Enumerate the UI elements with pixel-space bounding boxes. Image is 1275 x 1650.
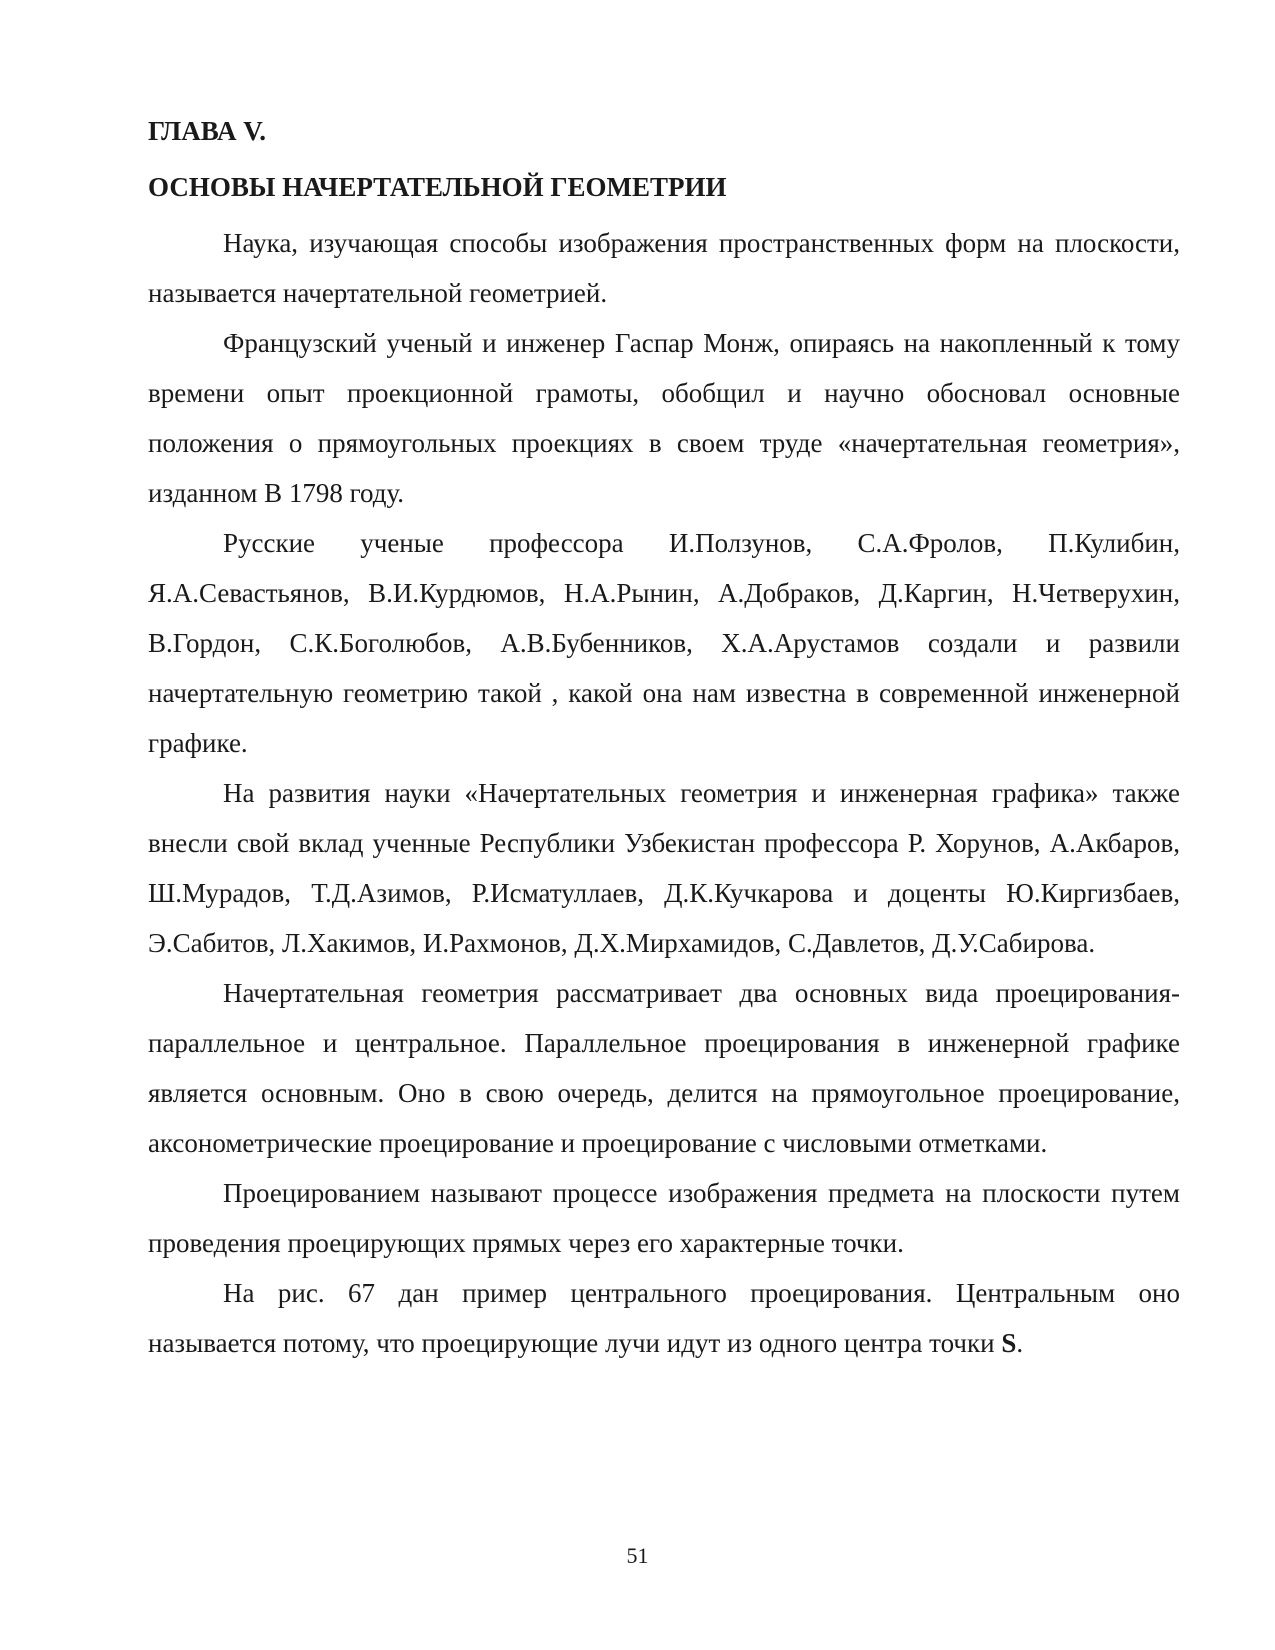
paragraph-definition: Наука, изучающая способы изображения пространственных форм на плоскости, называется начертательной геометрией.: [148, 228, 1180, 308]
paragraph-monge: Французский ученый и инженер Гаспар Монж, опираясь на накопленный к тому времени опыт проекционной грамоты, обобщил и научно обосновал основные положения о прямоугольных проекциях в своем труде «начертательная геометрия», изданном В 1798 году.: [148, 328, 1180, 508]
paragraph-uzbek-scientists: На развития науки «Начертательных геометрия и инженерная графика» также внесли свой вклад ученные Республики Узбекистан профессора Р. Хорунов, А.Акбаров, Ш.Мурадов, Т.Д.Азимов, Р.Исматуллаев, Д.К.Кучкарова и доценты Ю.Киргизбаев, Э.Сабитов, Л.Хакимов, И.Рахмонов, Д.Х.Мирхамидов, С.Давлетов, Д.У.Сабирова.: [148, 778, 1180, 958]
paragraph-projection-types: Начертательная геометрия рассматривает два основных вида проецирования- параллельное и центральное. Параллельное проецирования в инженерной графике является основным. Оно в свою очередь, делится на прямоугольное проецирование, аксонометрические проецирование и проецирование с числовыми отметками.: [148, 978, 1180, 1158]
chapter-number: ГЛАВА V.: [148, 116, 267, 146]
page-number: 51: [626, 1543, 649, 1568]
central-projection-end: .: [1016, 1328, 1024, 1358]
point-s-label: S: [1001, 1328, 1017, 1358]
chapter-title: ОСНОВЫ НАЧЕРТАТЕЛЬНОЙ ГЕОМЕТРИИ: [148, 172, 727, 202]
page-content: [148, 115, 1180, 1368]
paragraph-central-projection: [148, 1268, 1180, 1368]
paragraph-russian-scientists: Русские ученые профессора И.Ползунов, С.А.Фролов, П.Кулибин, Я.А.Севастьянов, В.И.Курдюмов, Н.А.Рынин, А.Добраков, Д.Каргин, Н.Четверухин, В.Гордон, С.К.Боголюбов, А.В.Бубенников, Х.А.Арустамов создали и развили начертательную геометрию такой , какой она нам известна в современной инженерной графике.: [148, 528, 1180, 758]
paragraph-projection-definition: Проецированием называют процессе изображения предмета на плоскости путем проведения проецирующих прямых через его характерные точки.: [148, 1178, 1180, 1258]
central-projection-text: На рис. 67 дан пример центрального проецирования. Центральным оно называется потому, что проецирующие лучи идут из одного центра точки: [148, 1278, 1180, 1358]
